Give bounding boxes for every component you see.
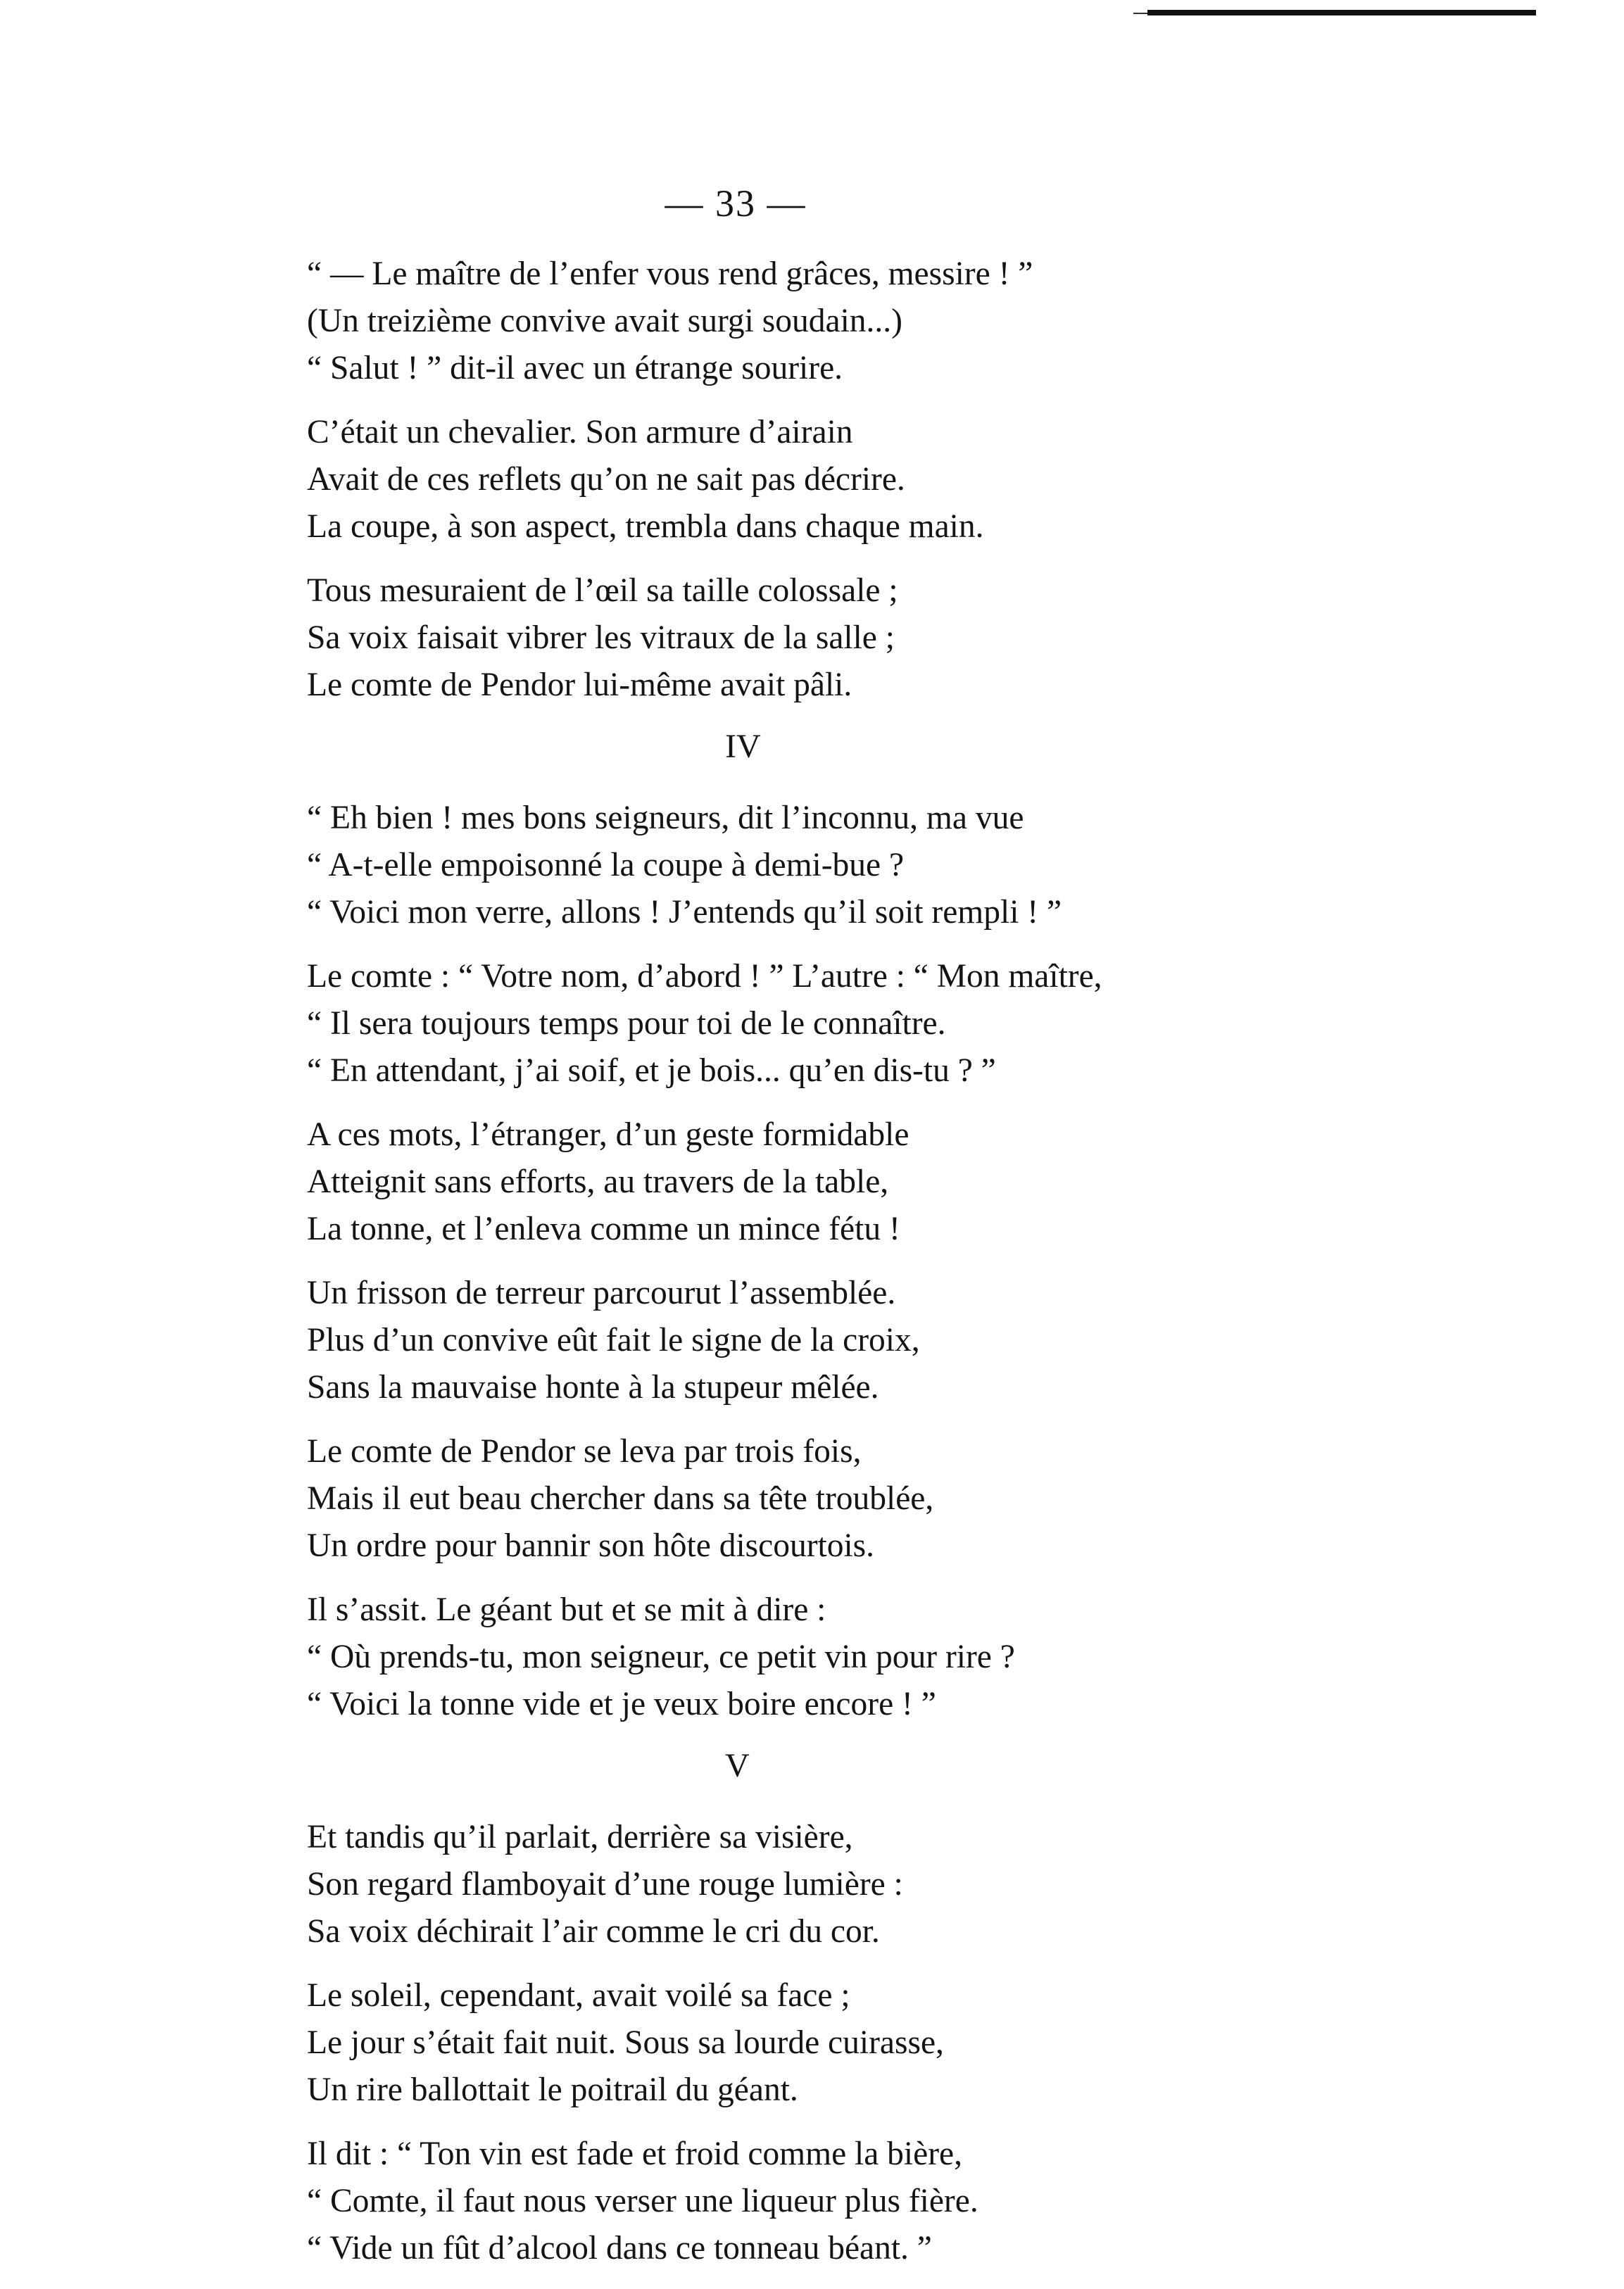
- verse-line: Le comte de Pendor se leva par trois fois,: [307, 1433, 862, 1470]
- verse-line: “ Voici mon verre, allons ! J’entends qu’il soit rempli ! ”: [307, 894, 1062, 931]
- page-number: — 33 —: [665, 182, 807, 225]
- verse-line: Avait de ces reflets qu’on ne sait pas décrire.: [307, 461, 905, 498]
- verse-line: Un rire ballottait le poitrail du géant.: [307, 2072, 798, 2108]
- verse-line: Sa voix faisait vibrer les vitraux de la salle ;: [307, 619, 895, 656]
- verse-line: “ En attendant, j’ai soif, et je bois... qu’en dis-tu ? ”: [307, 1052, 996, 1089]
- verse-line: Son regard flamboyait d’une rouge lumière :: [307, 1866, 903, 1903]
- verse-line: La tonne, et l’enleva comme un mince fétu !: [307, 1211, 900, 1247]
- verse-line: Le comte de Pendor lui-même avait pâli.: [307, 667, 852, 703]
- stanza: [307, 1270, 1504, 1411]
- verse-line: “ Voici la tonne vide et je veux boire encore ! ”: [307, 1686, 936, 1722]
- verse-line: Le soleil, cependant, avait voilé sa face ;: [307, 1977, 850, 2014]
- verse-line: Atteignit sans efforts, au travers de la table,: [307, 1164, 889, 1200]
- verse-line: Le comte : “ Votre nom, d’abord ! ” L’autre : “ Mon maître,: [307, 958, 1102, 995]
- verse-line: A ces mots, l’étranger, d’un geste formidable: [307, 1116, 909, 1153]
- verse-line: (Un treizième convive avait surgi soudain...): [307, 303, 902, 339]
- stanza: [307, 1587, 1504, 1728]
- stanza: [307, 2131, 1504, 2272]
- section-heading: V: [725, 1747, 750, 1784]
- stanza: [307, 251, 1504, 392]
- verse-line: Un frisson de terreur parcourut l’assemblée.: [307, 1275, 896, 1311]
- stanza: [307, 567, 1504, 709]
- stanza: [307, 1111, 1504, 1253]
- verse-line: C’était un chevalier. Son armure d’airain: [307, 414, 853, 450]
- verse-line: Le jour s’était fait nuit. Sous sa lourde cuirasse,: [307, 2024, 944, 2061]
- verse-line: Sans la mauvaise honte à la stupeur mêlée.: [307, 1369, 879, 1406]
- stanza: [307, 795, 1504, 936]
- verse-line: Tous mesuraient de l’œil sa taille colossale ;: [307, 572, 898, 609]
- stanza: [307, 1814, 1504, 1955]
- verse-line: Plus d’un convive eût fait le signe de la croix,: [307, 1322, 920, 1358]
- verse-line: Sa voix déchirait l’air comme le cri du cor.: [307, 1913, 880, 1950]
- verse-line: Un ordre pour bannir son hôte discourtois.: [307, 1527, 875, 1564]
- top-rule: [1147, 10, 1536, 15]
- verse-line: “ A-t-elle empoisonné la coupe à demi-bue ?: [307, 847, 905, 883]
- verse-line: “ — Le maître de l’enfer vous rend grâces, messire ! ”: [307, 256, 1033, 292]
- poem-body: [307, 251, 1504, 2289]
- verse-line: Il dit : “ Ton vin est fade et froid comme la bière,: [307, 2136, 962, 2172]
- stanza: [307, 1972, 1504, 2114]
- verse-line: “ Eh bien ! mes bons seigneurs, dit l’inconnu, ma vue: [307, 800, 1024, 836]
- verse-line: “ Il sera toujours temps pour toi de le connaître.: [307, 1005, 946, 1042]
- verse-line: “ Où prends-tu, mon seigneur, ce petit vin pour rire ?: [307, 1639, 1015, 1675]
- verse-line: Il s’assit. Le géant but et se mit à dire :: [307, 1591, 826, 1628]
- verse-line: Mais il eut beau chercher dans sa tête troublée,: [307, 1480, 934, 1517]
- verse-line: “ Comte, il faut nous verser une liqueur plus fière.: [307, 2183, 978, 2219]
- stanza: [307, 409, 1504, 550]
- verse-line: “ Vide un fût d’alcool dans ce tonneau béant. ”: [307, 2230, 932, 2266]
- stanza: [307, 953, 1504, 1095]
- verse-line: “ Salut ! ” dit-il avec un étrange sourire.: [307, 350, 843, 386]
- section-heading: IV: [725, 728, 761, 765]
- verse-line: Et tandis qu’il parlait, derrière sa visière,: [307, 1819, 853, 1855]
- stanza: [307, 1428, 1504, 1570]
- verse-line: La coupe, à son aspect, trembla dans chaque main.: [307, 508, 984, 545]
